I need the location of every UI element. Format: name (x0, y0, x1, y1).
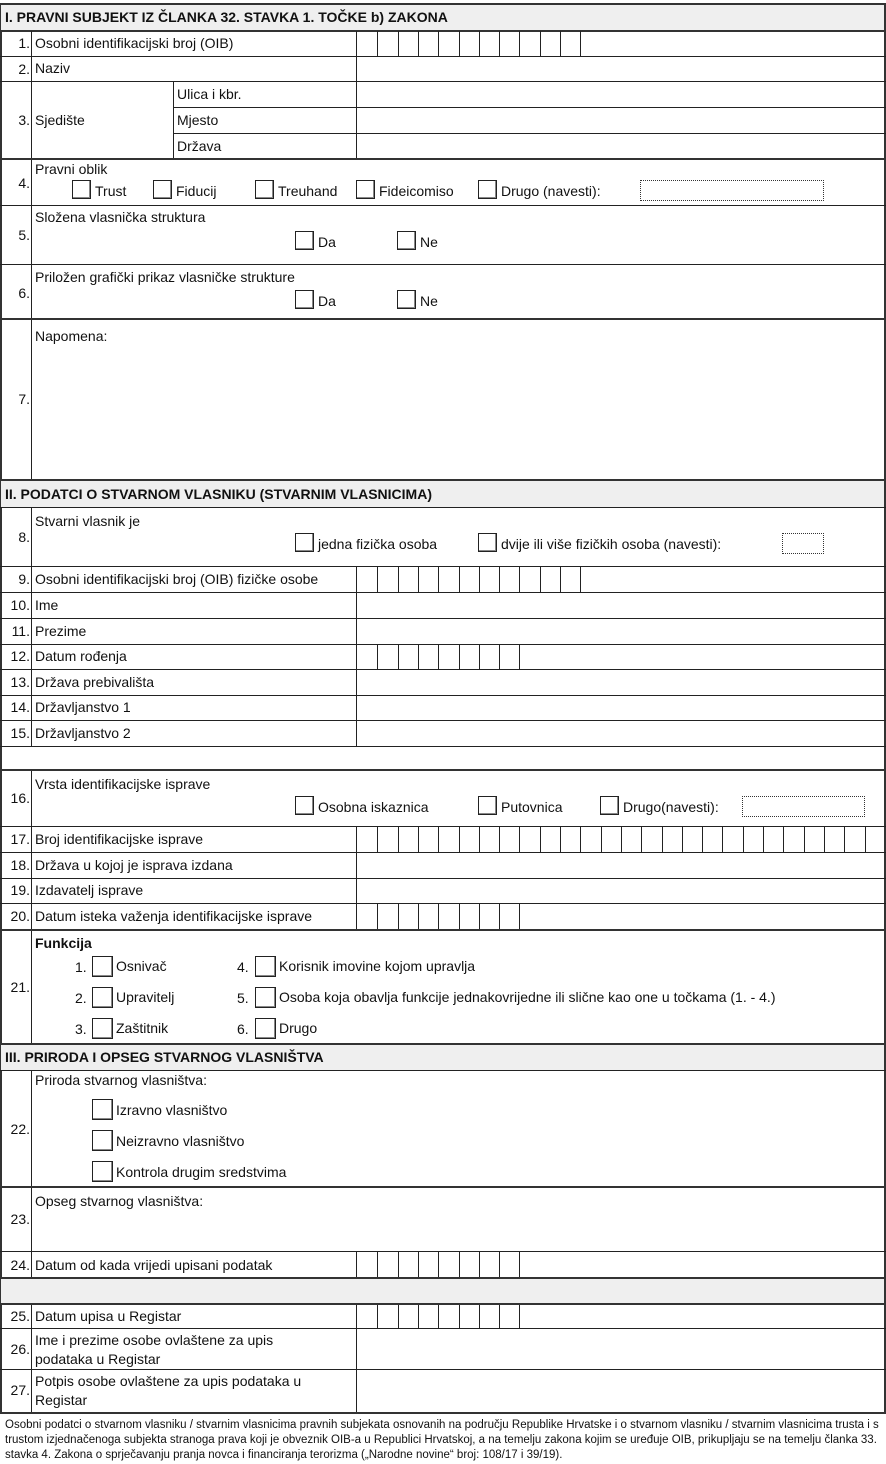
digit-box[interactable] (418, 31, 419, 56)
datum-isteka-input[interactable] (357, 904, 520, 929)
digit-box[interactable] (418, 1252, 419, 1277)
ne-label: Ne (420, 234, 438, 250)
drugo-input[interactable] (640, 180, 824, 201)
digit-box[interactable] (459, 645, 460, 669)
divider (0, 1186, 886, 1188)
drugo-isprava-input[interactable] (742, 796, 865, 817)
digit-box[interactable] (743, 827, 744, 852)
number-column-divider (31, 1305, 32, 1413)
digit-box[interactable] (499, 567, 500, 592)
oib-fizicke-label: Osobni identifikacijski broj (OIB) fizičke osobe (35, 571, 319, 587)
pravni-oblik-label: Pravni oblik (35, 161, 108, 177)
kontrola-checkbox[interactable] (92, 1161, 113, 1182)
digit-box[interactable] (459, 567, 460, 592)
digit-box[interactable] (601, 827, 602, 852)
digit-box[interactable] (499, 645, 500, 669)
option-number: 6. (237, 1021, 249, 1037)
drzavljanstvo-2-input[interactable] (357, 721, 883, 746)
drugo-isprava-checkbox[interactable] (600, 796, 619, 815)
digit-box[interactable] (824, 827, 825, 852)
digit-box[interactable] (560, 827, 561, 852)
osobna-iskaznica-checkbox[interactable] (295, 796, 314, 815)
label-line: podataka u Registar (35, 1351, 161, 1367)
datum-rodjenja-input[interactable] (357, 645, 520, 669)
row-number: 10. (10, 597, 30, 613)
fideicomiso-label: Fideicomiso (379, 183, 454, 199)
label-line: Potpis osobe ovlaštene za upis podataka u (35, 1373, 302, 1389)
digit-box[interactable] (519, 1305, 520, 1328)
divider (0, 769, 886, 771)
ime-input[interactable] (357, 593, 883, 618)
osnivac-label: Osnivač (116, 958, 167, 974)
divider (0, 1412, 886, 1414)
option-number: 4. (237, 959, 249, 975)
digit-box[interactable] (540, 827, 541, 852)
oib-fizicke-input[interactable] (357, 567, 581, 592)
row-number: 16. (10, 790, 30, 806)
row-number: 4. (18, 175, 30, 191)
divider (0, 929, 886, 931)
divider (0, 1070, 886, 1071)
izravno-label: Izravno vlasništvo (116, 1102, 228, 1118)
drugo-label: Drugo (navesti): (501, 183, 601, 199)
digit-box[interactable] (519, 1252, 520, 1277)
digit-box[interactable] (377, 645, 378, 669)
digit-box[interactable] (540, 31, 541, 56)
digit-box[interactable] (479, 1305, 480, 1328)
row-number: 9. (18, 571, 30, 587)
digit-box[interactable] (519, 567, 520, 592)
row-number: 14. (10, 699, 30, 715)
option-number: 3. (75, 1021, 87, 1037)
row-number: 25. (10, 1308, 30, 1324)
osnivac-checkbox[interactable] (92, 956, 113, 977)
row-number: 12. (10, 648, 30, 664)
digit-box[interactable] (398, 31, 399, 56)
digit-box[interactable] (560, 567, 561, 592)
drzavljanstvo-1-input[interactable] (357, 696, 883, 720)
number-column-divider (31, 1071, 32, 1277)
digit-box[interactable] (580, 567, 581, 592)
fiducij-label: Fiducij (176, 183, 217, 199)
drugo-funkcija-checkbox[interactable] (255, 1018, 276, 1039)
zastitnik-checkbox[interactable] (92, 1018, 113, 1039)
row-number: 19. (10, 882, 30, 898)
digit-box[interactable] (418, 904, 419, 929)
slozena-ne-checkbox[interactable] (397, 231, 416, 250)
digit-box[interactable] (519, 827, 520, 852)
digit-box[interactable] (438, 827, 439, 852)
prezime-label: Prezime (35, 623, 87, 639)
trust-checkbox[interactable] (72, 180, 91, 199)
jedna-osoba-checkbox[interactable] (295, 533, 314, 552)
legal-footer-note: Osobni podatci o stvarnom vlasniku / stvarnim vlasnicima pravnih subjekata osnovanih na području Republike Hrvatske i o stvarnom vlasniku / stvarnim vlasnicima trusta i s trustom izjednačenoga subjekta stranoga prava koji je obveznik OIB-a u Republici Hrvatskoj, a na temelju zakona kojim se uređuje OIB, prikupljaju se na temelju članka 33. stavka 4. Zakona o sprječavanju pranja novca i financiranja terorizma („Narodne novine“ broj: 108/17 i 39/19). (5, 1419, 879, 1461)
digit-box[interactable] (499, 31, 500, 56)
digit-box[interactable] (499, 904, 500, 929)
digit-box[interactable] (377, 1305, 378, 1328)
section-2-title: II. PODATCI O STVARNOM VLASNIKU (STVARNIM VLASNICIMA) (5, 486, 432, 502)
row-number: 15. (10, 725, 30, 741)
digit-box[interactable] (479, 567, 480, 592)
digit-box[interactable] (804, 827, 805, 852)
drzava-prebivalista-input[interactable] (357, 670, 883, 695)
divider (0, 746, 886, 747)
row-number: 5. (18, 227, 30, 243)
digit-box[interactable] (702, 827, 703, 852)
da-label: Da (318, 293, 336, 309)
digit-box[interactable] (418, 567, 419, 592)
vise-osoba-checkbox[interactable] (478, 533, 497, 552)
treuhand-label: Treuhand (278, 183, 338, 199)
graficki-prikaz-label: Priložen grafički prikaz vlasničke strukture (35, 269, 295, 285)
drzava-izdavanja-label: Država u kojoj je isprava izdana (35, 857, 233, 873)
label-line: Registar (35, 1392, 88, 1408)
naziv-label: Naziv (35, 60, 71, 76)
number-column-divider (31, 31, 32, 480)
digit-box[interactable] (398, 1252, 399, 1277)
digit-box[interactable] (783, 827, 784, 852)
row-number: 2. (18, 61, 30, 77)
digit-box[interactable] (377, 567, 378, 592)
digit-box[interactable] (479, 31, 480, 56)
funkcija-label: Funkcija (35, 935, 92, 951)
datum-upisa-input[interactable] (357, 1305, 520, 1328)
digit-box[interactable] (499, 827, 500, 852)
izdavatelj-input[interactable] (357, 879, 883, 903)
digit-box[interactable] (418, 1305, 419, 1328)
row-number: 1. (18, 35, 30, 51)
oib-label: Osobni identifikacijski broj (OIB) (35, 35, 234, 51)
digit-box[interactable] (438, 1305, 439, 1328)
broj-isprave-label: Broj identifikacijske isprave (35, 831, 204, 847)
digit-box[interactable] (377, 827, 378, 852)
trust-label: Trust (95, 183, 127, 199)
izravno-checkbox[interactable] (92, 1099, 113, 1120)
row-number: 23. (10, 1211, 30, 1227)
section-2-header (1, 481, 884, 507)
digit-box[interactable] (398, 1305, 399, 1328)
digit-box[interactable] (641, 827, 642, 852)
row-number: 17. (10, 831, 30, 847)
stvarni-vlasnik-label: Stvarni vlasnik je (35, 513, 141, 529)
graficki-da-checkbox[interactable] (295, 290, 314, 309)
zastitnik-label: Zaštitnik (116, 1020, 169, 1036)
kontrola-label: Kontrola drugim sredstvima (116, 1164, 287, 1180)
ime-label: Ime (35, 597, 59, 613)
digit-box[interactable] (479, 1252, 480, 1277)
digit-box[interactable] (844, 827, 845, 852)
digit-box[interactable] (560, 31, 561, 56)
ovlastena-osoba-input[interactable] (357, 1329, 883, 1369)
digit-box[interactable] (519, 31, 520, 56)
korisnik-imovine-label: Korisnik imovine kojom upravlja (279, 958, 476, 974)
putovnica-label: Putovnica (501, 799, 563, 815)
row-number: 13. (10, 674, 30, 690)
digit-box[interactable] (763, 827, 764, 852)
number-column-divider (31, 508, 32, 746)
vise-osoba-label: dvije ili više fizičkih osoba (navesti): (501, 536, 722, 552)
divider (0, 507, 886, 508)
digit-box[interactable] (722, 827, 723, 852)
broj-isprave-input[interactable] (357, 827, 883, 852)
digit-box[interactable] (377, 904, 378, 929)
izdavatelj-label: Izdavatelj isprave (35, 882, 144, 898)
napomena-textarea[interactable] (33, 345, 883, 478)
slozena-struktura-label: Složena vlasnička struktura (35, 209, 206, 225)
digit-box[interactable] (459, 904, 460, 929)
opseg-label: Opseg stvarnog vlasništva: (35, 1193, 204, 1209)
da-label: Da (318, 234, 336, 250)
digit-box[interactable] (580, 827, 581, 852)
row-number: 18. (10, 857, 30, 873)
gray-spacer-row (1, 1279, 884, 1303)
digit-box[interactable] (377, 1252, 378, 1277)
digit-box[interactable] (865, 827, 866, 852)
digit-box[interactable] (540, 567, 541, 592)
row-number: 22. (10, 1121, 30, 1137)
digit-box[interactable] (519, 904, 520, 929)
naziv-input[interactable] (357, 57, 883, 81)
digit-box[interactable] (459, 827, 460, 852)
digit-box[interactable] (459, 1305, 460, 1328)
digit-box[interactable] (438, 31, 439, 56)
option-number: 5. (237, 990, 249, 1006)
digit-box[interactable] (438, 567, 439, 592)
korisnik-imovine-checkbox[interactable] (255, 956, 276, 977)
jedna-osoba-label: jedna fizička osoba (318, 536, 438, 552)
drzava-input[interactable] (357, 134, 883, 159)
slicne-funkcije-checkbox[interactable] (255, 987, 276, 1008)
section-1-header (1, 5, 884, 30)
row-number: 20. (10, 908, 30, 924)
slicne-funkcije-label: Osoba koja obavlja funkcije jednakovrijedne ili slične kao one u točkama (1. - 4.) (279, 989, 776, 1005)
row-number: 6. (18, 285, 30, 301)
opseg-input[interactable] (33, 1210, 883, 1250)
fideicomiso-checkbox[interactable] (356, 180, 375, 199)
drugo-isprava-label: Drugo(navesti): (623, 799, 719, 815)
row-number: 7. (18, 391, 30, 407)
datum-isteka-label: Datum isteka važenja identifikacijske isprave (35, 908, 313, 924)
fiducij-checkbox[interactable] (153, 180, 172, 199)
section-1-title: I. PRAVNI SUBJEKT IZ ČLANKA 32. STAVKA 1. TOČKE b) ZAKONA (5, 9, 448, 25)
digit-box[interactable] (499, 1305, 500, 1328)
graficki-ne-checkbox[interactable] (397, 290, 416, 309)
label-line: Ime i prezime osobe ovlaštene za upis (35, 1332, 274, 1348)
drugo-checkbox[interactable] (478, 180, 497, 199)
digit-box[interactable] (662, 827, 663, 852)
digit-box[interactable] (499, 1252, 500, 1277)
row-number: 11. (11, 623, 30, 639)
digit-box[interactable] (418, 645, 419, 669)
ulica-label: Ulica i kbr. (177, 86, 242, 102)
ulica-input[interactable] (357, 82, 883, 107)
digit-box[interactable] (580, 31, 581, 56)
drzava-label: Država (177, 138, 222, 154)
osobna-iskaznica-label: Osobna iskaznica (318, 799, 429, 815)
drzava-izdavanja-input[interactable] (357, 853, 883, 878)
drzavljanstvo-1-label: Državljanstvo 1 (35, 699, 131, 715)
digit-box[interactable] (438, 1252, 439, 1277)
digit-box[interactable] (398, 827, 399, 852)
digit-box[interactable] (682, 827, 683, 852)
potpis-input[interactable] (357, 1370, 883, 1412)
digit-box[interactable] (377, 31, 378, 56)
digit-box[interactable] (438, 904, 439, 929)
digit-box[interactable] (479, 827, 480, 852)
section-3-header (1, 1045, 884, 1070)
putovnica-checkbox[interactable] (478, 796, 497, 815)
digit-box[interactable] (438, 645, 439, 669)
digit-box[interactable] (398, 904, 399, 929)
option-number: 1. (75, 959, 87, 975)
neizravno-label: Neizravno vlasništvo (116, 1133, 245, 1149)
slozena-da-checkbox[interactable] (295, 231, 314, 250)
upravitelj-label: Upravitelj (116, 989, 175, 1005)
sjediste-label: Sjedište (35, 112, 85, 128)
oib-input[interactable] (357, 31, 581, 56)
row-number: 24. (10, 1257, 30, 1273)
priroda-label: Priroda stvarnog vlasništva: (35, 1072, 207, 1088)
digit-box[interactable] (519, 645, 520, 669)
digit-box[interactable] (418, 827, 419, 852)
ovlastena-osoba-label (35, 1331, 273, 1369)
drzavljanstvo-2-label: Državljanstvo 2 (35, 725, 131, 741)
potpis-label (35, 1372, 301, 1410)
divider (173, 82, 174, 159)
row-number: 8. (18, 529, 30, 545)
mjesto-input[interactable] (357, 108, 883, 133)
treuhand-checkbox[interactable] (255, 180, 274, 199)
mjesto-label: Mjesto (177, 112, 219, 128)
ne-label: Ne (420, 293, 438, 309)
digit-box[interactable] (479, 645, 480, 669)
digit-box[interactable] (459, 1252, 460, 1277)
drugo-funkcija-label: Drugo (279, 1020, 318, 1036)
vrsta-isprave-label: Vrsta identifikacijske isprave (35, 776, 211, 792)
row-number: 26. (10, 1341, 30, 1357)
prezime-input[interactable] (357, 619, 883, 644)
divider (0, 158, 886, 160)
number-column-divider (31, 771, 32, 1043)
divider (0, 205, 886, 206)
upravitelj-checkbox[interactable] (92, 987, 113, 1008)
neizravno-checkbox[interactable] (92, 1130, 113, 1151)
digit-box[interactable] (398, 645, 399, 669)
divider (0, 318, 886, 320)
row-number: 21. (10, 979, 30, 995)
row-number: 3. (18, 112, 30, 128)
option-number: 2. (75, 990, 87, 1006)
digit-box[interactable] (459, 31, 460, 56)
drzava-prebivalista-label: Država prebivališta (35, 674, 155, 690)
digit-box[interactable] (398, 567, 399, 592)
datum-rodjenja-label: Datum rođenja (35, 648, 127, 664)
datum-vrijedi-label: Datum od kada vrijedi upisani podatak (35, 1257, 273, 1273)
row-number: 27. (10, 1382, 30, 1398)
digit-box[interactable] (479, 904, 480, 929)
digit-box[interactable] (621, 827, 622, 852)
section-3-title: III. PRIRODA I OPSEG STVARNOG VLASNIŠTVA (5, 1049, 324, 1065)
vise-osoba-input[interactable] (782, 533, 824, 554)
datum-upisa-label: Datum upisa u Registar (35, 1308, 182, 1324)
napomena-label: Napomena: (35, 328, 108, 344)
datum-vrijedi-input[interactable] (357, 1252, 520, 1277)
divider (0, 264, 886, 265)
